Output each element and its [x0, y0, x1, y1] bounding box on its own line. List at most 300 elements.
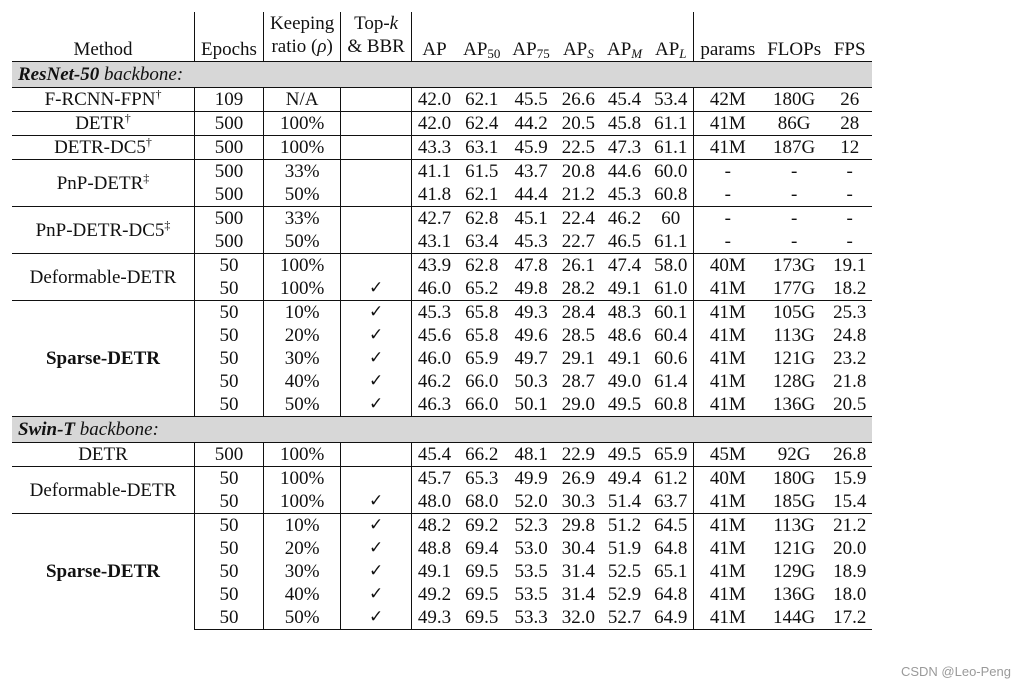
- ap75-cell: 52.3: [506, 514, 555, 538]
- section-swin-rest: backbone:: [75, 419, 159, 440]
- apm-cell: 47.4: [601, 254, 648, 278]
- apm-cell: 49.4: [601, 467, 648, 491]
- apl-cell: 53.4: [648, 88, 694, 112]
- section-header-resnet: [12, 62, 872, 88]
- apm-cell: 49.5: [601, 443, 648, 467]
- ap50-cell: 65.8: [465, 325, 499, 346]
- fps-cell: 18.2: [833, 278, 867, 299]
- fps-cell: 25.3: [827, 301, 872, 325]
- epochs-cell: 50: [195, 537, 264, 560]
- apl-cell: 60.8: [654, 184, 688, 205]
- apl-cell: 61.1: [648, 136, 694, 160]
- ap50-cell: 69.2: [457, 514, 506, 538]
- section-resnet-bold: ResNet-50: [18, 64, 100, 85]
- ap-cell: 45.7: [411, 467, 457, 491]
- apl-cell: 60: [648, 207, 694, 231]
- aps-cell: 26.6: [556, 88, 601, 112]
- table-row: [12, 301, 872, 325]
- params-cell: 41M: [694, 301, 761, 325]
- epochs-cell: 50: [195, 583, 264, 606]
- fps-cell: 15.9: [827, 467, 872, 491]
- ap-cell: 45.3: [411, 301, 457, 325]
- method-footnote-mark: ‡: [164, 217, 171, 232]
- ap75-sub: 75: [536, 46, 550, 61]
- ap-cell: 41.1: [411, 160, 457, 184]
- method-cell: [12, 112, 195, 136]
- col-apm: [601, 12, 648, 62]
- method-cell: [12, 160, 195, 207]
- topk-check-cell: ✓: [341, 537, 412, 560]
- params-cell: 41M: [694, 514, 761, 538]
- ap50-cell: 66.2: [457, 443, 506, 467]
- fps-cell: 21.8: [833, 371, 867, 392]
- apl-cell: 64.8: [654, 584, 688, 605]
- epochs-cell: 50: [195, 393, 264, 417]
- aps-cell: 30.3: [561, 491, 595, 512]
- ap50-cell: 69.4: [465, 538, 499, 559]
- ap75-cell: 43.7: [506, 160, 555, 184]
- keep-ratio-cell: 100%: [263, 254, 340, 278]
- keep-ratio-cell: 33%: [263, 160, 340, 184]
- fps-cell: 15.4: [833, 491, 867, 512]
- apl-cell: 61.2: [648, 467, 694, 491]
- ap75-cell: 45.1: [506, 207, 555, 231]
- ap50-cell: 62.4: [457, 112, 506, 136]
- keep-ratio-cell: 50%: [263, 606, 340, 630]
- params-cell: 41M: [694, 277, 761, 301]
- epochs-cell: 500: [195, 112, 264, 136]
- aps-cell: 30.4: [561, 538, 595, 559]
- epochs-cell: 50: [195, 560, 264, 583]
- fps-cell: 17.2: [827, 606, 872, 630]
- ap50-cell: 66.0: [457, 393, 506, 417]
- keep-ratio-cell: 100%: [263, 112, 340, 136]
- params-cell: 41M: [694, 324, 761, 347]
- keep-ratio-cell: 100%: [263, 443, 340, 467]
- apm-cell: 49.5: [601, 393, 648, 417]
- section-label-swin: [12, 417, 872, 443]
- params-cell: 40M: [694, 254, 761, 278]
- topk-check-cell: [341, 207, 412, 231]
- ap-cell: 42.7: [411, 207, 457, 231]
- section-resnet-rest: backbone:: [99, 64, 184, 85]
- method-name: DETR-DC5: [54, 137, 146, 158]
- keep-ratio-text: ratio (: [271, 36, 318, 57]
- aps-cell: 29.1: [561, 348, 595, 369]
- fps-cell: -: [846, 231, 853, 252]
- params-cell: -: [694, 183, 761, 207]
- aps-cell: 29.0: [556, 393, 601, 417]
- flops-cell: -: [791, 231, 798, 252]
- ap75-cell: 49.8: [514, 278, 548, 299]
- ap75-cell: 53.3: [506, 606, 555, 630]
- keep-ratio-cell: 100%: [263, 490, 340, 514]
- aps-cell: 20.8: [556, 160, 601, 184]
- ap50-cell: 65.3: [457, 467, 506, 491]
- keep-ratio-cell: 10%: [263, 301, 340, 325]
- apl-cell: 64.9: [648, 606, 694, 630]
- col-params: params: [694, 12, 761, 62]
- flops-cell: 113G: [761, 514, 827, 538]
- ap50-cell: 66.0: [465, 371, 499, 392]
- fps-cell: 26.8: [827, 443, 872, 467]
- table-row: [12, 254, 872, 278]
- flops-cell: 121G: [773, 348, 816, 369]
- table-row: [12, 112, 872, 136]
- topk-check-cell: [341, 136, 412, 160]
- method-name: DETR: [78, 444, 128, 465]
- keep-ratio-cell: 40%: [263, 583, 340, 606]
- flops-cell: -: [791, 184, 798, 205]
- ap-cell: 46.2: [411, 370, 457, 393]
- ap50-cell: 69.5: [465, 561, 499, 582]
- params-cell: 41M: [694, 370, 761, 393]
- ap75-cell: 49.9: [506, 467, 555, 491]
- aps-cell: 28.2: [561, 278, 595, 299]
- topk-check-cell: ✓: [341, 277, 412, 301]
- fps-cell: 12: [827, 136, 872, 160]
- ap75-base: AP: [512, 39, 537, 60]
- epochs-cell: 50: [195, 514, 264, 538]
- aps-cell: 28.5: [561, 325, 595, 346]
- swin-section: [12, 417, 872, 630]
- epochs-cell: 50: [195, 301, 264, 325]
- apl-cell: 60.4: [654, 325, 688, 346]
- apm-cell: 51.4: [607, 491, 642, 512]
- col-ap75: [506, 12, 555, 62]
- watermark: CSDN @Leo-Peng: [900, 664, 1011, 679]
- ap50-base: AP: [463, 39, 488, 60]
- keep-ratio-cell: 100%: [263, 277, 340, 301]
- ap75-cell: 53.5: [514, 561, 548, 582]
- params-cell: 45M: [694, 443, 761, 467]
- apm-cell: 52.5: [607, 561, 642, 582]
- method-name: PnP-DETR-DC5: [35, 219, 165, 241]
- aps-sub: S: [587, 46, 594, 61]
- header-row-1: [12, 12, 872, 35]
- col-topk-line2: & BBR: [341, 35, 412, 62]
- params-cell: 42M: [694, 88, 761, 112]
- apm-cell: 49.0: [607, 371, 642, 392]
- keep-ratio-cell: 50%: [263, 183, 340, 207]
- apm-cell: 46.5: [607, 231, 642, 252]
- ap50-cell: 68.0: [465, 491, 499, 512]
- apl-cell: 64.8: [654, 538, 688, 559]
- params-cell: -: [694, 230, 761, 254]
- method-footnote-mark: †: [124, 111, 131, 125]
- apl-cell: 63.7: [654, 491, 688, 512]
- ap50-cell: 63.1: [457, 136, 506, 160]
- apm-cell: 52.7: [601, 606, 648, 630]
- ap50-cell: 65.2: [465, 278, 499, 299]
- keep-ratio-cell: 20%: [263, 324, 340, 347]
- ap50-sub: 50: [487, 46, 501, 61]
- ap-cell: 45.6: [411, 324, 457, 347]
- topk-check-cell: ✓: [341, 490, 412, 514]
- ap75-cell: 49.6: [514, 325, 548, 346]
- aps-cell: 32.0: [556, 606, 601, 630]
- method-cell: [12, 301, 195, 417]
- flops-cell: 144G: [761, 606, 827, 630]
- ap50-cell: 62.8: [457, 207, 506, 231]
- ap-cell: 46.0: [411, 277, 457, 301]
- fps-cell: 18.9: [833, 561, 867, 582]
- aps-cell: 31.4: [561, 561, 595, 582]
- method-cell: [12, 207, 195, 254]
- topk-k: k: [389, 13, 399, 34]
- ap50-cell: 62.8: [457, 254, 506, 278]
- fps-cell: -: [846, 184, 853, 205]
- ap50-cell: 61.5: [457, 160, 506, 184]
- ap75-cell: 45.9: [506, 136, 555, 160]
- topk-check-cell: [341, 88, 412, 112]
- fps-cell: -: [827, 160, 872, 184]
- epochs-cell: 50: [195, 490, 264, 514]
- params-cell: 40M: [694, 467, 761, 491]
- ap-cell: 49.3: [411, 606, 457, 630]
- epochs-cell: 50: [195, 606, 264, 630]
- ap75-cell: 45.3: [514, 231, 548, 252]
- aps-cell: 22.9: [556, 443, 601, 467]
- flops-cell: 92G: [761, 443, 827, 467]
- topk-check-cell: [341, 254, 412, 278]
- flops-cell: 177G: [773, 278, 816, 299]
- epochs-cell: 50: [195, 467, 264, 491]
- method-cell: [12, 88, 195, 112]
- apm-cell: 49.1: [607, 278, 642, 299]
- ap75-cell: 53.0: [514, 538, 548, 559]
- apm-cell: 48.3: [601, 301, 648, 325]
- method-name: Sparse-DETR: [45, 348, 160, 369]
- ap-cell: 43.3: [411, 136, 457, 160]
- ap-cell: 42.0: [411, 88, 457, 112]
- table-row: [12, 207, 872, 231]
- params-cell: 41M: [694, 112, 761, 136]
- topk-check-cell: ✓: [341, 324, 412, 347]
- fps-cell: 18.0: [833, 584, 867, 605]
- resnet-section: [12, 62, 872, 417]
- ap-cell: 49.2: [411, 583, 457, 606]
- col-fps: FPS: [833, 39, 866, 60]
- fps-cell: 24.8: [833, 325, 867, 346]
- flops-cell: 105G: [761, 301, 827, 325]
- keep-ratio-cell: 40%: [263, 370, 340, 393]
- flops-cell: 136G: [773, 584, 816, 605]
- ap-cell: 43.9: [411, 254, 457, 278]
- flops-cell: 185G: [773, 491, 816, 512]
- apl-cell: 60.0: [648, 160, 694, 184]
- apl-cell: 61.0: [654, 278, 688, 299]
- fps-cell: 19.1: [827, 254, 872, 278]
- table-row: [12, 88, 872, 112]
- section-swin-bold: Swin-T: [18, 419, 76, 440]
- epochs-cell: 500: [195, 160, 264, 184]
- method-name: Sparse-DETR: [45, 561, 160, 583]
- topk-check-cell: ✓: [341, 301, 412, 325]
- ap75-cell: 45.5: [506, 88, 555, 112]
- fps-cell: 20.5: [827, 393, 872, 417]
- aps-cell: 28.4: [556, 301, 601, 325]
- apl-cell: 65.1: [654, 561, 688, 582]
- epochs-cell: 50: [195, 347, 264, 370]
- keep-close-paren: ): [326, 36, 333, 57]
- params-cell: 41M: [694, 490, 761, 514]
- apm-cell: 45.4: [601, 88, 648, 112]
- apm-cell: 45.8: [601, 112, 648, 136]
- fps-cell: 28: [827, 112, 872, 136]
- topk-check-cell: ✓: [341, 393, 412, 417]
- apm-base: AP: [606, 39, 632, 60]
- epochs-cell: 500: [195, 443, 264, 467]
- col-ap: AP: [411, 12, 457, 62]
- topk-check-cell: [341, 230, 412, 254]
- params-cell: 41M: [694, 560, 761, 583]
- method-name: Deformable-DETR: [29, 479, 177, 501]
- col-aps: [556, 12, 601, 62]
- ap75-cell: 48.1: [506, 443, 555, 467]
- topk-text: Top-: [354, 13, 390, 34]
- results-table: [12, 12, 872, 630]
- topk-check-cell: ✓: [341, 606, 412, 630]
- method-cell: [12, 136, 195, 160]
- epochs-cell: 109: [195, 88, 264, 112]
- apm-sub: M: [631, 46, 643, 61]
- apl-cell: 64.5: [648, 514, 694, 538]
- ap75-cell: 52.0: [514, 491, 548, 512]
- aps-cell: 22.7: [561, 231, 595, 252]
- aps-cell: 29.8: [556, 514, 601, 538]
- table-row: [12, 514, 872, 538]
- params-cell: 41M: [694, 393, 761, 417]
- table-row: [12, 160, 872, 184]
- flops-cell: -: [761, 207, 827, 231]
- params-cell: 41M: [694, 136, 761, 160]
- apl-cell: 61.1: [648, 112, 694, 136]
- aps-cell: 28.7: [561, 371, 595, 392]
- epochs-cell: 500: [195, 183, 264, 207]
- ap75-cell: 47.8: [506, 254, 555, 278]
- epochs-cell: 500: [195, 207, 264, 231]
- keep-ratio-cell: 10%: [263, 514, 340, 538]
- topk-check-cell: ✓: [341, 370, 412, 393]
- keep-ratio-cell: 100%: [263, 467, 340, 491]
- apl-cell: 60.8: [648, 393, 694, 417]
- ap-cell: 49.1: [411, 560, 457, 583]
- ap75-cell: 44.4: [514, 184, 548, 205]
- ap75-cell: 44.2: [506, 112, 555, 136]
- keep-ratio-cell: 50%: [263, 230, 340, 254]
- params-cell: -: [694, 160, 761, 184]
- ap-cell: 48.0: [411, 490, 457, 514]
- topk-check-cell: ✓: [341, 583, 412, 606]
- epochs-cell: 50: [195, 254, 264, 278]
- flops-cell: 173G: [761, 254, 827, 278]
- aps-cell: 22.4: [556, 207, 601, 231]
- epochs-cell: 50: [195, 324, 264, 347]
- keep-ratio-cell: 50%: [263, 393, 340, 417]
- flops-cell: 86G: [761, 112, 827, 136]
- keep-ratio-cell: N/A: [263, 88, 340, 112]
- apl-cell: 65.9: [648, 443, 694, 467]
- flops-cell: 113G: [773, 325, 815, 346]
- ap75-cell: 49.7: [514, 348, 548, 369]
- ap50-cell: 62.1: [465, 184, 499, 205]
- ap50-cell: 62.1: [457, 88, 506, 112]
- topk-check-cell: ✓: [341, 560, 412, 583]
- ap-cell: 41.8: [411, 183, 457, 207]
- topk-check-cell: [341, 183, 412, 207]
- method-footnote-mark: †: [155, 87, 162, 101]
- params-cell: -: [694, 207, 761, 231]
- apm-cell: 45.3: [607, 184, 642, 205]
- method-footnote-mark: †: [145, 135, 152, 149]
- ap-cell: 43.1: [411, 230, 457, 254]
- keep-ratio-cell: 20%: [263, 537, 340, 560]
- ap-cell: 45.4: [411, 443, 457, 467]
- ap-cell: 48.8: [411, 537, 457, 560]
- aps-cell: 20.5: [556, 112, 601, 136]
- ap50-cell: 69.5: [457, 606, 506, 630]
- fps-cell: 23.2: [833, 348, 867, 369]
- ap75-cell: 50.1: [506, 393, 555, 417]
- col-flops: FLOPs: [767, 39, 822, 60]
- apl-cell: 60.1: [648, 301, 694, 325]
- fps-cell: 26: [827, 88, 872, 112]
- ap-cell: 46.3: [411, 393, 457, 417]
- table-row: [12, 443, 872, 467]
- flops-cell: 129G: [773, 561, 816, 582]
- apl-cell: 60.6: [654, 348, 688, 369]
- method-footnote-mark: ‡: [143, 170, 150, 185]
- epochs-cell: 500: [195, 136, 264, 160]
- col-keep-line2: [263, 35, 340, 62]
- apl-sub: L: [679, 46, 687, 61]
- params-cell: 41M: [694, 583, 761, 606]
- aps-cell: 26.9: [556, 467, 601, 491]
- ap-cell: 48.2: [411, 514, 457, 538]
- method-name: DETR: [75, 113, 125, 134]
- ap-cell: 42.0: [411, 112, 457, 136]
- aps-cell: 21.2: [561, 184, 595, 205]
- method-name: Deformable-DETR: [29, 266, 177, 288]
- method-cell: [12, 514, 195, 630]
- ap75-cell: 49.3: [506, 301, 555, 325]
- topk-check-cell: [341, 160, 412, 184]
- aps-cell: 31.4: [561, 584, 595, 605]
- topk-check-cell: ✓: [341, 514, 412, 538]
- topk-check-cell: [341, 112, 412, 136]
- fps-cell: 20.0: [833, 538, 867, 559]
- keep-ratio-cell: 30%: [263, 347, 340, 370]
- epochs-cell: 500: [195, 230, 264, 254]
- apm-cell: 44.6: [601, 160, 648, 184]
- apm-cell: 46.2: [601, 207, 648, 231]
- method-name: F-RCNN-FPN: [44, 89, 156, 110]
- col-ap50: [457, 12, 506, 62]
- table-row: [12, 467, 872, 491]
- rho-symbol: ρ: [317, 36, 327, 57]
- apl-cell: 61.4: [654, 371, 688, 392]
- aps-cell: 26.1: [556, 254, 601, 278]
- flops-cell: 128G: [773, 371, 816, 392]
- flops-cell: 136G: [761, 393, 827, 417]
- method-cell: [12, 467, 195, 514]
- apm-cell: 52.9: [607, 584, 642, 605]
- apm-cell: 49.1: [607, 348, 642, 369]
- flops-cell: 121G: [773, 538, 816, 559]
- ap50-cell: 65.9: [465, 348, 499, 369]
- col-topk-line1: [341, 12, 412, 35]
